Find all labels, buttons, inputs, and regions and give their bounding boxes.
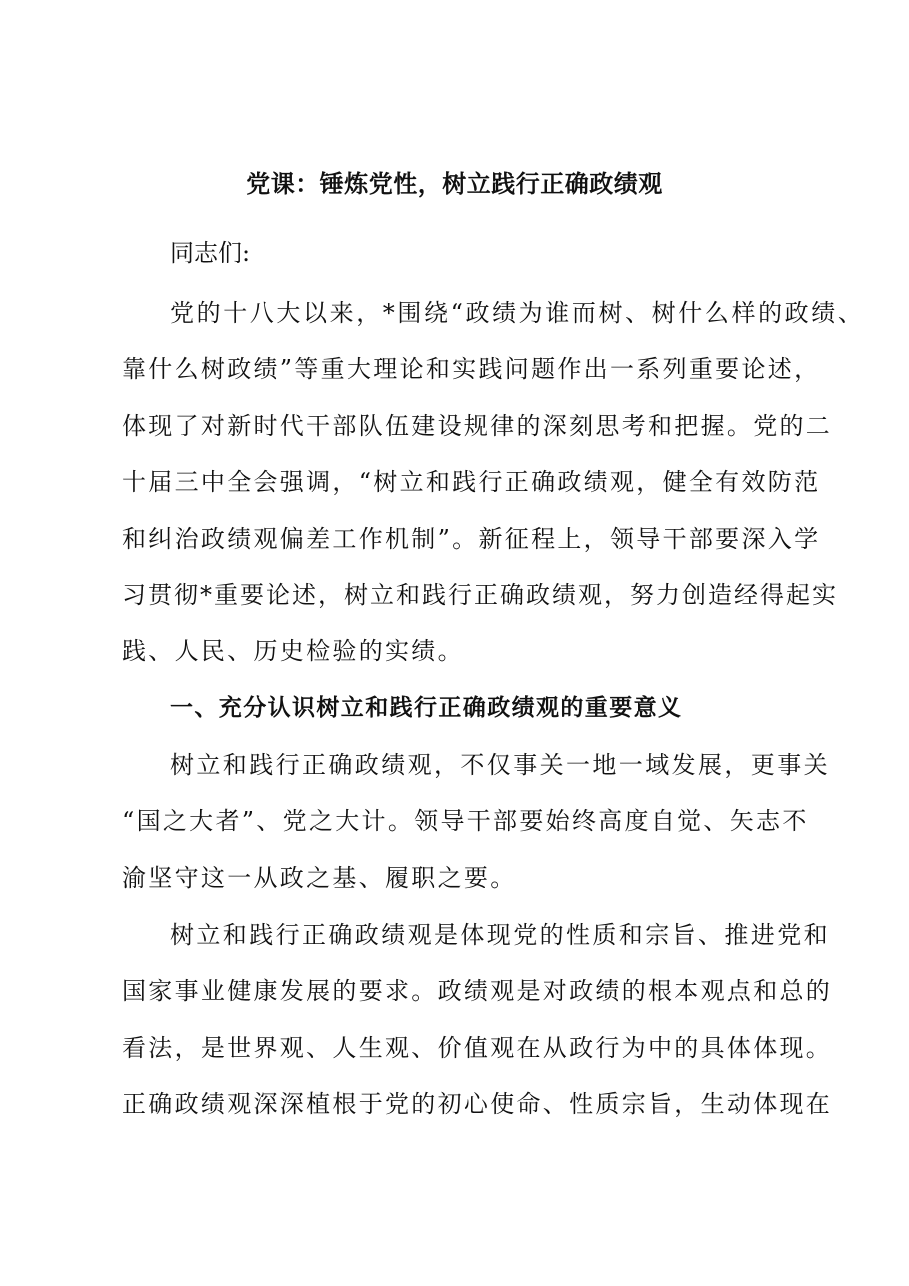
body-line: 渝坚守这一从政之基、履职之要。 bbox=[122, 864, 517, 892]
document-title: 党课：锤炼党性，树立践行正确政绩观 bbox=[246, 169, 663, 198]
body-line: 树立和践行正确政绩观是体现党的性质和宗旨、推进党和 bbox=[170, 921, 830, 949]
body-line: 践、人民、历史检验的实绩。 bbox=[122, 637, 464, 665]
body-line: “国之大者”、党之大计。领导干部要始终高度自觉、矢志不 bbox=[122, 807, 809, 835]
body-line: 习贯彻*重要论述，树立和践行正确政绩观，努力创造经得起实 bbox=[122, 581, 838, 609]
body-line: 和纠治政绩观偏差工作机制”。新征程上，领导干部要深入学 bbox=[122, 525, 821, 553]
section-heading: 一、充分认识树立和践行正确政绩观的重要意义 bbox=[170, 695, 683, 721]
body-line: 靠什么树政绩”等重大理论和实践问题作出一系列重要论述， bbox=[122, 355, 821, 383]
body-line: 党的十八大以来，*围绕“政绩为谁而树、树什么样的政绩、 bbox=[170, 299, 865, 327]
body-line: 体现了对新时代干部队伍建设规律的深刻思考和把握。党的二 bbox=[122, 412, 833, 440]
body-line: 看法，是世界观、人生观、价值观在从政行为中的具体体现。 bbox=[122, 1034, 833, 1062]
body-line: 国家事业健康发展的要求。政绩观是对政绩的根本观点和总的 bbox=[122, 977, 833, 1005]
body-line: 树立和践行正确政绩观，不仅事关一地一域发展，更事关 bbox=[170, 751, 830, 779]
body-line: 十届三中全会强调，“树立和践行正确政绩观，健全有效防范 bbox=[122, 468, 821, 496]
salutation: 同志们: bbox=[170, 239, 251, 267]
body-line: 正确政绩观深深植根于党的初心使命、性质宗旨，生动体现在 bbox=[122, 1090, 833, 1118]
